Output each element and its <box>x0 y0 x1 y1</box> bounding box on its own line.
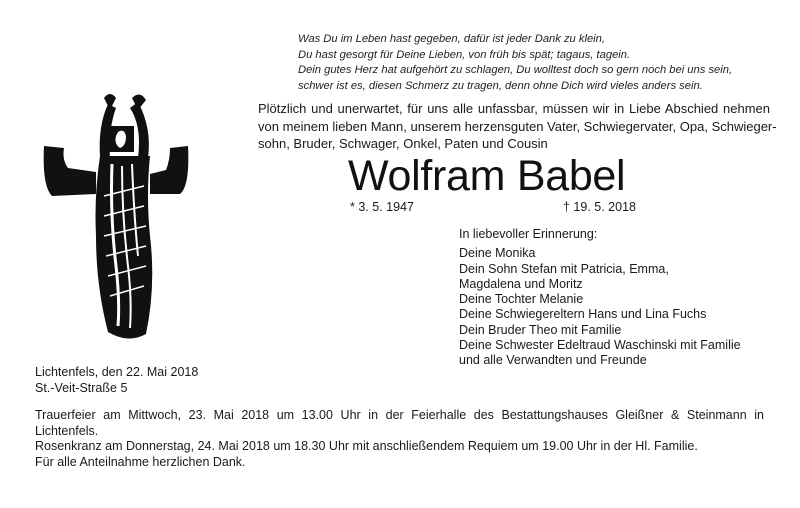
family-line: Dein Bruder Theo mit Familie <box>459 322 622 337</box>
crucifix-icon <box>38 86 203 348</box>
footer-line: Rosenkranz am Donnerstag, 24. Mai 2018 um 18.30 Uhr mit anschließendem Requiem um 19.00 Uhr in der Hl. Familie. <box>35 439 698 454</box>
footer-line: Trauerfeier am Mittwoch, 23. Mai 2018 um 13.00 Uhr in der Feierhalle des Bestattungshauses Gleißner & Steinmann in <box>35 408 764 422</box>
footer-line: Lichtenfels. <box>35 423 99 438</box>
family-line: Deine Monika <box>459 246 536 261</box>
intro-line: sohn, Bruder, Schwager, Onkel, Paten und Cousin <box>258 136 548 151</box>
death-date: † 19. 5. 2018 <box>563 200 636 214</box>
footer-line: Für alle Anteilnahme herzlichen Dank. <box>35 454 246 469</box>
family-line: Deine Tochter Melanie <box>459 292 584 307</box>
intro-line: Plötzlich und unerwartet, für uns alle unfassbar, müssen wir in Liebe Abschied nehmen <box>258 101 770 116</box>
service-details <box>35 408 764 470</box>
poem-line: schwer ist es, diesen Schmerz zu tragen, denn ohne Dich wird vieles anders sein. <box>298 79 703 92</box>
street-address: St.-Veit-Straße 5 <box>35 381 128 395</box>
family-list <box>459 227 779 369</box>
family-line: Dein Sohn Stefan mit Patricia, Emma, <box>459 261 669 276</box>
poem-line: Was Du im Leben hast gegeben, dafür ist jeder Dank zu klein, <box>298 33 606 45</box>
deceased-name: Wolfram Babel <box>348 152 626 200</box>
family-heading: In liebevoller Erinnerung: <box>459 227 598 241</box>
poem-line: Du hast gesorgt für Deine Lieben, von früh bis spät; tagaus, tagein. <box>298 48 631 61</box>
birth-date: * 3. 5. 1947 <box>350 200 414 214</box>
poem <box>298 32 768 94</box>
family-line: Deine Schwester Edeltraud Waschinski mit Familie <box>459 338 741 353</box>
family-line: und alle Verwandten und Freunde <box>459 353 647 368</box>
family-line: Magdalena und Moritz <box>459 276 583 291</box>
place-and-address <box>35 364 198 396</box>
intro-text <box>258 100 777 153</box>
family-line: Deine Schwiegereltern Hans und Lina Fuchs <box>459 307 707 322</box>
poem-line: Dein gutes Herz hat aufgehört zu schlagen, Du wolltest doch so gern noch bei uns sein, <box>298 64 733 77</box>
city-date: Lichtenfels, den 22. Mai 2018 <box>35 365 199 379</box>
intro-line: von meinem lieben Mann, unserem herzensguten Vater, Schwiegervater, Opa, Schwieger- <box>258 118 777 134</box>
